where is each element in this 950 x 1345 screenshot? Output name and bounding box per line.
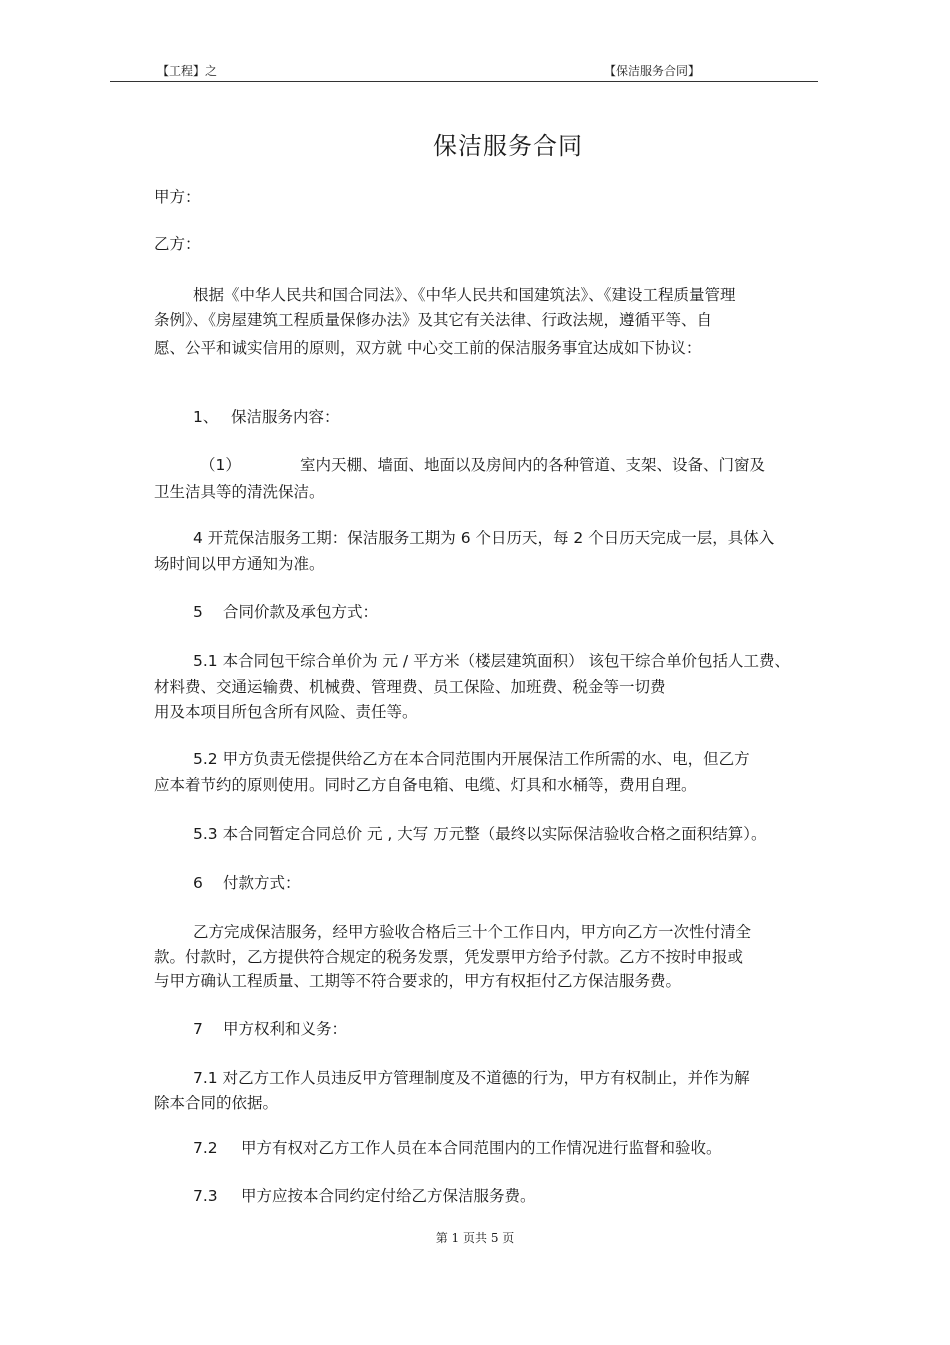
- intro-line: 根据《中华人民共和国合同法》、《中华人民共和国建筑法》、《建设工程质量管理: [193, 286, 736, 304]
- clause-line: 与甲方确认工程质量、工期等不符合要求的，甲方有权拒付乙方保洁服务费。: [154, 972, 682, 990]
- section-1-heading: [193, 410, 340, 426]
- page-header-left: 【工程】之: [157, 64, 218, 78]
- intro-line: 愿、公平和诚实信用的原则，双方就 中心交工前的保洁服务事宜达成如下协议：: [154, 339, 702, 357]
- clause-7-2: [193, 1141, 722, 1157]
- clause-line: 室内天棚、墙面、地面以及房间内的各种管道、支架、设备、门窗及: [300, 456, 766, 474]
- clause-line: 乙方完成保洁服务，经甲方验收合格后三十个工作日内，甲方向乙方一次性付清全: [193, 923, 752, 941]
- section-number: 7: [193, 1020, 203, 1038]
- clause-number: 7.2: [193, 1139, 218, 1157]
- clause-line: 场时间以甲方通知为准。: [154, 555, 325, 573]
- header-rule: [110, 81, 818, 82]
- clause-line: 卫生洁具等的清洗保洁。: [154, 483, 325, 501]
- section-heading-text: 付款方式：: [223, 874, 301, 892]
- party-b-label: 乙方：: [154, 235, 201, 253]
- clause-line: 应本着节约的原则使用。同时乙方自备电箱、电缆、灯具和水桶等，费用自理。: [154, 776, 697, 794]
- section-heading-text: 合同价款及承包方式：: [223, 603, 379, 621]
- clause-line: 7.1 对乙方工作人员违反甲方管理制度及不道德的行为，甲方有权制止，并作为解: [193, 1069, 750, 1087]
- page-header-right: 【保洁服务合同】: [604, 64, 701, 78]
- clause-line: 4 开荒保洁服务工期：保洁服务工期为 6 个日历天，每 2 个日历天完成一层，具体入: [193, 529, 775, 547]
- section-7-heading: [193, 1022, 347, 1038]
- clause-line: 甲方有权对乙方工作人员在本合同范围内的工作情况进行监督和验收。: [241, 1139, 722, 1157]
- clause-line: 用及本项目所包含所有风险、责任等。: [154, 703, 418, 721]
- clause-5-3: 5.3 本合同暂定合同总价 元 , 大写 万元整（最终以实际保洁验收合格之面积结算）。: [193, 825, 767, 843]
- section-number: 6: [193, 874, 203, 892]
- clause-line: 5.1 本合同包干综合单价为 元 / 平方米（楼层建筑面积） 该包干综合单价包括人工费、: [193, 652, 791, 670]
- party-a-label: 甲方：: [154, 188, 201, 206]
- document-title: 保洁服务合同: [433, 132, 583, 160]
- clause-line: 材料费、交通运输费、机械费、管理费、员工保险、加班费、税金等一切费: [154, 678, 666, 696]
- section-heading-text: 保洁服务内容：: [231, 408, 340, 426]
- section-number: 5: [193, 603, 203, 621]
- section-5-heading: [193, 605, 378, 621]
- section-number: 1、: [193, 408, 219, 426]
- clause-7-3: [193, 1189, 536, 1205]
- clause-line: 除本合同的依据。: [154, 1094, 279, 1112]
- page-footer: 第 1 页共 5 页: [435, 1231, 515, 1245]
- clause-number: （1）: [200, 456, 241, 474]
- clause-line: 甲方应按本合同约定付给乙方保洁服务费。: [241, 1187, 536, 1205]
- section-6-heading: [193, 876, 301, 892]
- clause-number: 7.3: [193, 1187, 218, 1205]
- intro-line: 条例》、《房屋建筑工程质量保修办法》及其它有关法律、行政法规，遵循平等、自: [154, 311, 713, 329]
- clause-line: 款。付款时，乙方提供符合规定的税务发票，凭发票甲方给予付款。乙方不按时申报或: [154, 948, 744, 966]
- section-heading-text: 甲方权利和义务：: [223, 1020, 348, 1038]
- clause-line: 5.2 甲方负责无偿提供给乙方在本合同范围内开展保洁工作所需的水、电，但乙方: [193, 750, 750, 768]
